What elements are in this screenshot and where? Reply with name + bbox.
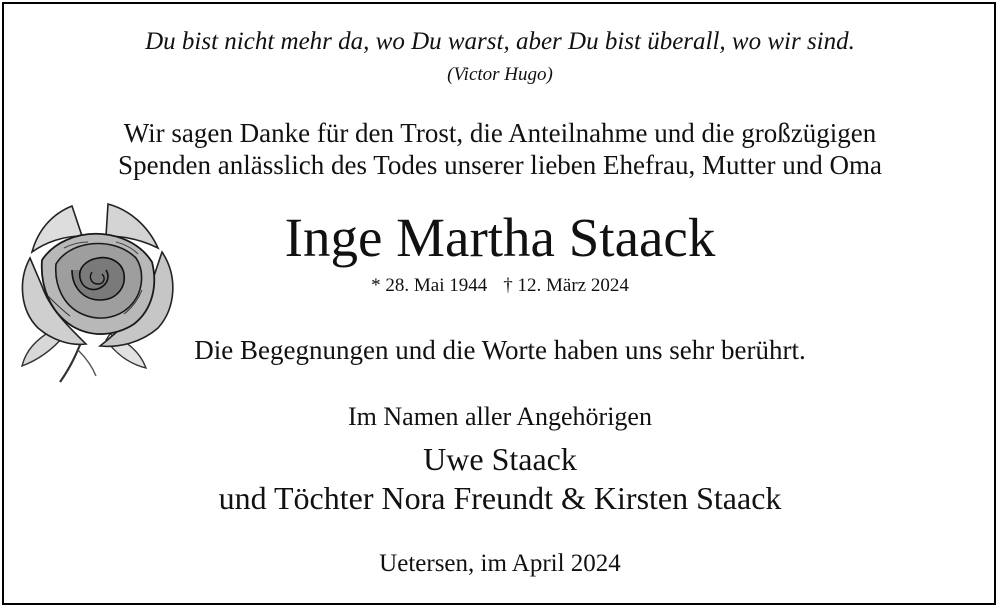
thanks-text-line1: Wir sagen Danke für den Trost, die Anteilnahme und die großzügigen <box>123 118 877 148</box>
encounter-text: Die Begegnungen und die Worte haben uns sehr berührt. <box>194 335 806 365</box>
signature-line1: Uwe Staack <box>423 441 577 477</box>
signature-line2: und Töchter Nora Freundt & Kirsten Staack <box>218 480 782 516</box>
deceased-name: Inge Martha Staack <box>284 207 716 268</box>
on-behalf-text: Im Namen aller Angehörigen <box>348 402 652 431</box>
place-date: Uetersen, im April 2024 <box>379 550 621 577</box>
quote-author: (Victor Hugo) <box>447 64 553 85</box>
death-date: † 12. März 2024 <box>503 275 629 296</box>
quote-text: Du bist nicht mehr da, wo Du warst, aber Du bist überall, wo wir sind. <box>145 28 855 55</box>
birth-date: * 28. Mai 1944 <box>371 275 488 296</box>
life-dates <box>0 275 1000 297</box>
thanks-text-line2: Spenden anlässlich des Todes unserer lieben Ehefrau, Mutter und Oma <box>118 150 882 180</box>
